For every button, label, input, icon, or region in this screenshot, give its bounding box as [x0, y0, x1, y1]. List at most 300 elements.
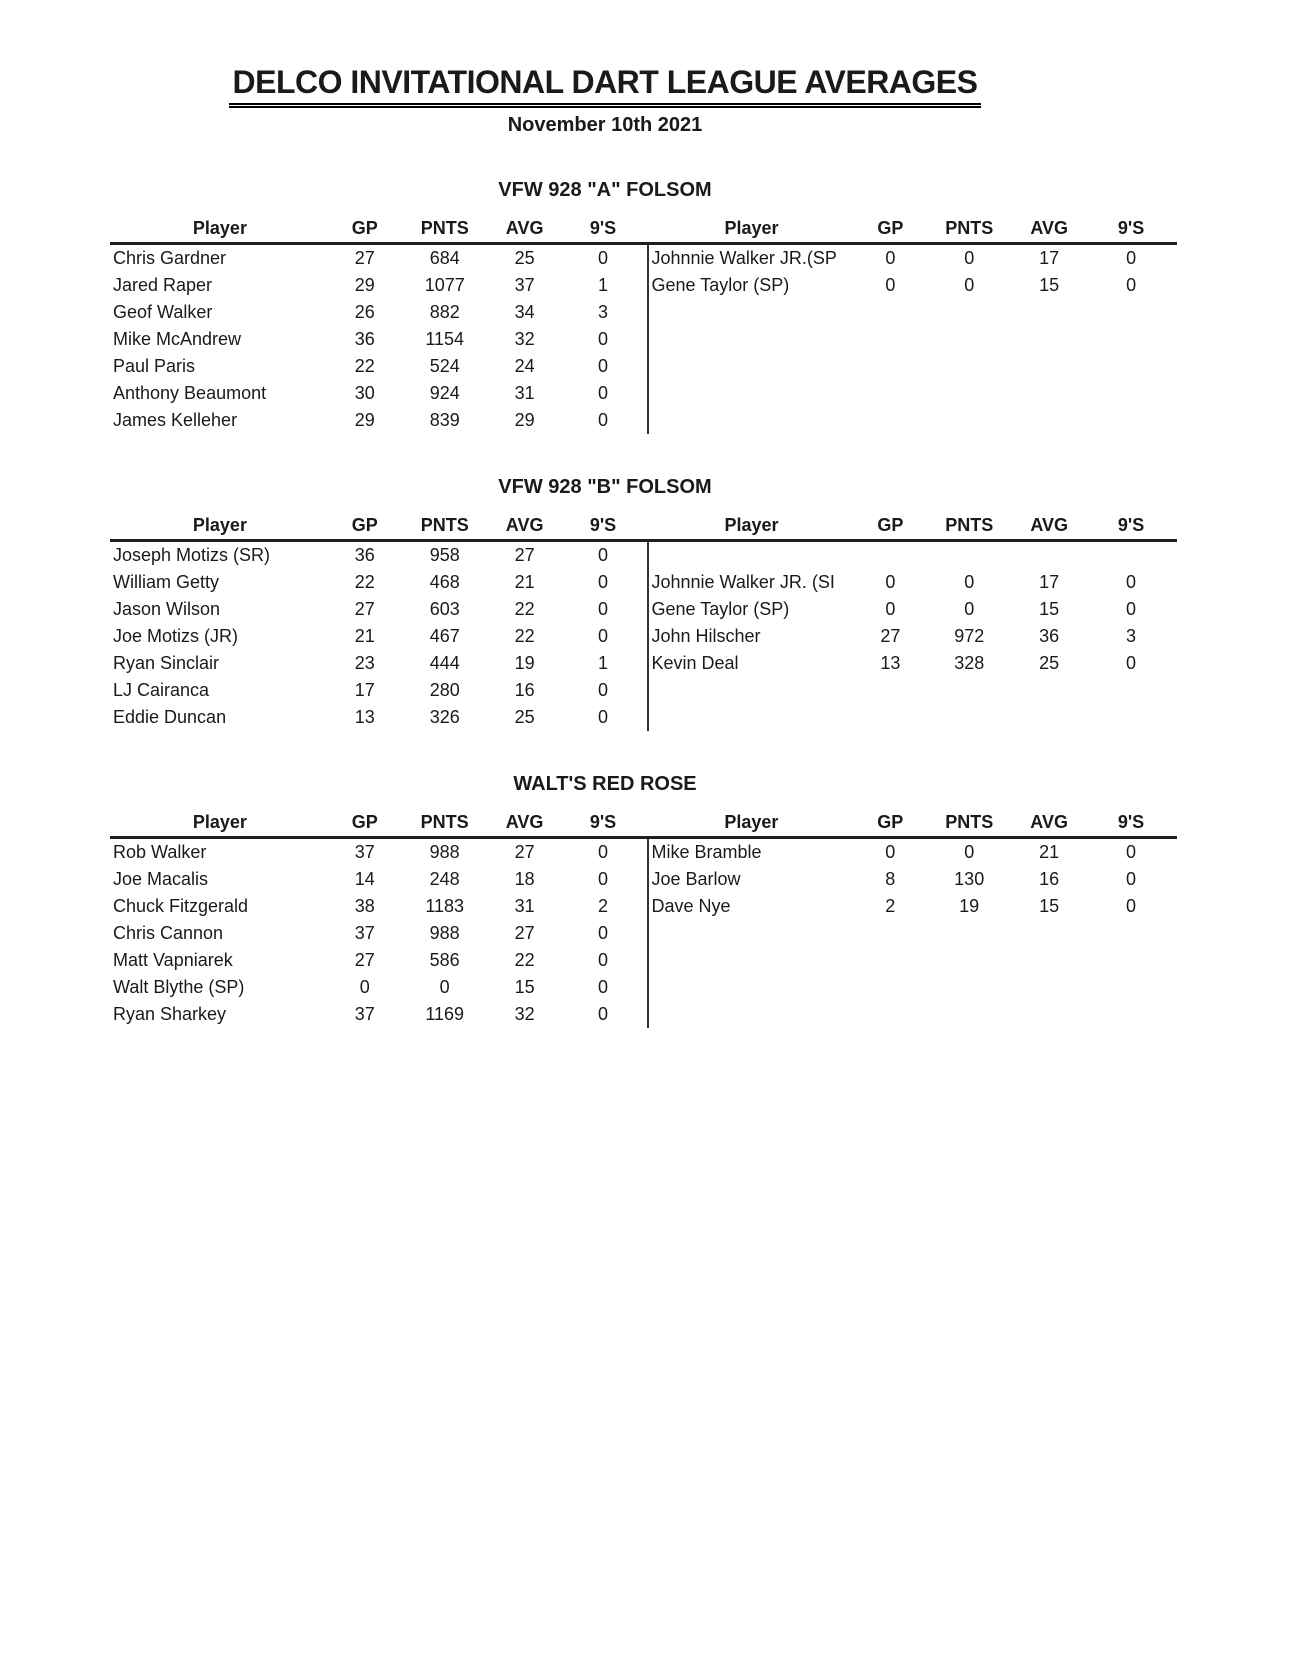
player-cell: John Hilscher [648, 623, 856, 650]
pnts-cell: 468 [429, 572, 460, 592]
gp-cell: 29 [354, 410, 375, 430]
averages-table-left [110, 214, 647, 434]
gp-cell [855, 380, 925, 407]
table-row [110, 650, 647, 677]
nines-cell [1085, 326, 1177, 353]
avg-cell: 31 [514, 383, 535, 403]
col-header-player: Player [110, 808, 330, 838]
nines-cell: 1 [598, 653, 609, 673]
table-row-empty [648, 326, 1178, 353]
col-header-pnts: PNTS [400, 511, 490, 541]
avg-cell: 15 [1039, 275, 1060, 295]
pnts-cell: 0 [964, 599, 975, 619]
nines-cell [1085, 1001, 1177, 1028]
gp-cell: 37 [354, 842, 375, 862]
pnts-cell: 684 [429, 248, 460, 268]
avg-cell: 15 [514, 977, 535, 997]
nines-cell: 0 [598, 599, 609, 619]
pnts-cell [925, 407, 1013, 434]
table-row [110, 623, 647, 650]
gp-cell: 0 [885, 248, 896, 268]
nines-cell: 0 [598, 977, 609, 997]
gp-cell [855, 541, 925, 570]
gp-cell: 22 [354, 572, 375, 592]
col-header-gp: GP [855, 214, 925, 244]
gp-cell [855, 677, 925, 704]
col-header-pnts: PNTS [925, 511, 1013, 541]
gp-cell: 29 [354, 275, 375, 295]
pnts-cell: 603 [429, 599, 460, 619]
player-cell [648, 299, 856, 326]
player-cell: Eddie Duncan [113, 707, 227, 727]
pnts-cell [925, 326, 1013, 353]
nines-cell: 0 [598, 680, 609, 700]
gp-cell [855, 353, 925, 380]
player-cell: Mike Bramble [648, 838, 856, 867]
table-row-empty [648, 947, 1178, 974]
col-header-gp: GP [855, 511, 925, 541]
col-header-player: Player [110, 511, 330, 541]
header-row [110, 808, 647, 838]
pnts-cell: 1169 [425, 1004, 465, 1024]
player-cell: Ryan Sharkey [113, 1004, 227, 1024]
section-title-block [110, 773, 1100, 796]
player-cell: Geof Walker [113, 302, 213, 322]
table-row [110, 1001, 647, 1028]
table-row [110, 353, 647, 380]
gp-cell: 2 [885, 896, 896, 916]
gp-cell [855, 704, 925, 731]
nines-cell: 0 [1126, 842, 1137, 862]
pnts-cell: 0 [439, 977, 450, 997]
table-row [648, 650, 1178, 677]
pnts-cell: 130 [954, 869, 985, 889]
table-row [110, 569, 647, 596]
pnts-cell [925, 380, 1013, 407]
player-cell: Walt Blythe (SP) [113, 977, 245, 997]
table-row-empty [648, 407, 1178, 434]
pnts-cell: 839 [429, 410, 460, 430]
player-cell: Joseph Motizs (SR) [113, 545, 271, 565]
nines-cell: 0 [598, 1004, 609, 1024]
gp-cell: 17 [354, 680, 375, 700]
pnts-cell [925, 677, 1013, 704]
nines-cell: 0 [598, 356, 609, 376]
nines-cell: 0 [598, 248, 609, 268]
player-cell [648, 541, 856, 570]
player-cell [648, 380, 856, 407]
gp-cell [855, 920, 925, 947]
pnts-cell: 988 [429, 842, 460, 862]
nines-cell: 1 [598, 275, 609, 295]
gp-cell [855, 1001, 925, 1028]
avg-cell [1013, 677, 1085, 704]
player-cell: William Getty [113, 572, 220, 592]
player-cell [648, 677, 856, 704]
pnts-cell [925, 947, 1013, 974]
avg-cell: 16 [1039, 869, 1060, 889]
player-cell [648, 974, 856, 1001]
col-header-pnts: PNTS [925, 214, 1013, 244]
gp-cell: 36 [354, 545, 375, 565]
pnts-cell: 0 [964, 572, 975, 592]
pnts-cell: 248 [429, 869, 460, 889]
player-cell [648, 353, 856, 380]
nines-cell: 0 [598, 842, 609, 862]
player-cell: Anthony Beaumont [113, 383, 267, 403]
col-header-pnts: PNTS [925, 808, 1013, 838]
averages-table-left [110, 511, 647, 731]
page-title: DELCO INVITATIONAL DART LEAGUE AVERAGES [229, 64, 982, 108]
header-row [110, 214, 647, 244]
section-tables [110, 511, 1177, 731]
nines-cell: 0 [1126, 572, 1137, 592]
player-cell: Paul Paris [113, 356, 196, 376]
player-cell: Gene Taylor (SP) [648, 272, 856, 299]
player-cell [648, 326, 856, 353]
nines-cell: 0 [598, 707, 609, 727]
table-row [648, 893, 1178, 920]
avg-cell: 31 [514, 896, 535, 916]
avg-cell [1013, 407, 1085, 434]
league-section [110, 179, 1296, 434]
header-row [648, 808, 1178, 838]
header-row [648, 214, 1178, 244]
player-cell: Matt Vapniarek [113, 950, 233, 970]
col-header-gp: GP [330, 214, 400, 244]
gp-cell: 23 [354, 653, 375, 673]
col-header-player: Player [648, 214, 856, 244]
nines-cell: 2 [598, 896, 609, 916]
nines-cell [1085, 353, 1177, 380]
gp-cell [855, 947, 925, 974]
nines-cell [1085, 380, 1177, 407]
nines-cell: 0 [598, 950, 609, 970]
gp-cell: 27 [354, 248, 375, 268]
table-row-empty [648, 1001, 1178, 1028]
pnts-cell: 467 [429, 626, 460, 646]
player-cell: Johnnie Walker JR.(SP [648, 244, 856, 273]
table-row [648, 272, 1178, 299]
col-header-gp: GP [330, 511, 400, 541]
nines-cell: 0 [598, 329, 609, 349]
col-header-player: Player [648, 808, 856, 838]
table-row [648, 244, 1178, 273]
col-header-avg: AVG [1013, 511, 1085, 541]
pnts-cell: 972 [954, 626, 985, 646]
section-title: WALT'S RED ROSE [513, 773, 697, 795]
avg-cell: 18 [514, 869, 535, 889]
player-cell [648, 947, 856, 974]
nines-cell [1085, 974, 1177, 1001]
nines-cell: 0 [1126, 248, 1137, 268]
player-cell: LJ Cairanca [113, 680, 210, 700]
col-header-pnts: PNTS [400, 214, 490, 244]
table-row-empty [648, 974, 1178, 1001]
header-row [648, 511, 1178, 541]
pnts-cell [925, 299, 1013, 326]
table-row-empty [648, 920, 1178, 947]
table-row [110, 866, 647, 893]
avg-cell [1013, 704, 1085, 731]
col-header-avg: AVG [490, 214, 560, 244]
avg-cell: 19 [514, 653, 535, 673]
gp-cell: 0 [885, 842, 896, 862]
pnts-cell: 19 [959, 896, 980, 916]
pnts-cell: 444 [429, 653, 460, 673]
gp-cell: 0 [885, 599, 896, 619]
nines-cell: 0 [598, 572, 609, 592]
nines-cell [1085, 920, 1177, 947]
table-row-empty [648, 353, 1178, 380]
gp-cell: 0 [359, 977, 370, 997]
avg-cell: 32 [514, 329, 535, 349]
gp-cell [855, 326, 925, 353]
table-row [648, 596, 1178, 623]
pnts-cell: 0 [964, 842, 975, 862]
player-cell: Chuck Fitzgerald [113, 896, 249, 916]
gp-cell: 27 [354, 950, 375, 970]
col-header-nines: 9'S [560, 511, 647, 541]
avg-cell: 32 [514, 1004, 535, 1024]
table-row [110, 920, 647, 947]
nines-cell [1085, 947, 1177, 974]
avg-cell: 25 [1039, 653, 1060, 673]
pnts-cell: 0 [964, 248, 975, 268]
pnts-cell [925, 1001, 1013, 1028]
section-title-block [110, 179, 1100, 202]
table-row [648, 866, 1178, 893]
player-cell: Ryan Sinclair [113, 653, 220, 673]
nines-cell: 0 [1126, 869, 1137, 889]
avg-cell: 29 [514, 410, 535, 430]
nines-cell [1085, 704, 1177, 731]
nines-cell: 0 [1126, 653, 1137, 673]
col-header-nines: 9'S [560, 214, 647, 244]
col-header-nines: 9'S [1085, 214, 1177, 244]
pnts-cell: 1154 [425, 329, 465, 349]
avg-cell: 22 [514, 950, 535, 970]
col-header-player: Player [648, 511, 856, 541]
avg-cell: 27 [514, 923, 535, 943]
gp-cell: 27 [880, 626, 901, 646]
gp-cell: 37 [354, 923, 375, 943]
table-row-empty [648, 380, 1178, 407]
section-tables [110, 214, 1177, 434]
gp-cell: 14 [354, 869, 375, 889]
gp-cell: 8 [885, 869, 896, 889]
avg-cell [1013, 541, 1085, 570]
player-cell: Chris Cannon [113, 923, 224, 943]
nines-cell [1085, 407, 1177, 434]
col-header-avg: AVG [490, 808, 560, 838]
section-tables [110, 808, 1177, 1028]
table-row [648, 838, 1178, 867]
col-header-nines: 9'S [1085, 511, 1177, 541]
table-row [110, 677, 647, 704]
avg-cell [1013, 380, 1085, 407]
table-row [110, 704, 647, 731]
gp-cell: 37 [354, 1004, 375, 1024]
nines-cell [1085, 299, 1177, 326]
avg-cell: 25 [514, 248, 535, 268]
gp-cell: 13 [880, 653, 901, 673]
section-title: VFW 928 "A" FOLSOM [498, 179, 712, 201]
player-cell [648, 704, 856, 731]
player-cell: Joe Macalis [113, 869, 209, 889]
table-row [110, 974, 647, 1001]
nines-cell: 3 [1126, 626, 1137, 646]
player-cell: Joe Barlow [648, 866, 856, 893]
pnts-cell: 326 [429, 707, 460, 727]
table-row [110, 541, 647, 570]
sections-container [110, 179, 1296, 1028]
gp-cell: 27 [354, 599, 375, 619]
player-cell [648, 1001, 856, 1028]
table-row-empty [648, 299, 1178, 326]
table-row [110, 407, 647, 434]
player-cell: James Kelleher [113, 410, 238, 430]
pnts-cell: 328 [954, 653, 985, 673]
pnts-cell [925, 920, 1013, 947]
averages-table-right [647, 214, 1178, 434]
averages-table-right [647, 808, 1178, 1028]
nines-cell: 0 [598, 923, 609, 943]
table-row [110, 596, 647, 623]
title-block [110, 64, 1100, 137]
pnts-cell [925, 353, 1013, 380]
gp-cell: 36 [354, 329, 375, 349]
avg-cell: 16 [514, 680, 535, 700]
pnts-cell: 1183 [425, 896, 465, 916]
avg-cell: 17 [1039, 572, 1060, 592]
player-cell: Jared Raper [113, 275, 213, 295]
avg-cell: 21 [514, 572, 535, 592]
avg-cell [1013, 1001, 1085, 1028]
nines-cell: 0 [598, 869, 609, 889]
table-row [648, 569, 1178, 596]
table-row [110, 380, 647, 407]
nines-cell: 0 [598, 383, 609, 403]
player-cell: Johnnie Walker JR. (SI [648, 569, 856, 596]
avg-cell: 17 [1039, 248, 1060, 268]
table-row [110, 272, 647, 299]
nines-cell: 0 [1126, 896, 1137, 916]
pnts-cell [925, 541, 1013, 570]
table-row [110, 299, 647, 326]
avg-cell: 27 [514, 545, 535, 565]
player-cell: Joe Motizs (JR) [113, 626, 239, 646]
gp-cell: 0 [885, 275, 896, 295]
nines-cell: 0 [598, 626, 609, 646]
player-cell [648, 407, 856, 434]
avg-cell: 21 [1039, 842, 1060, 862]
table-row [648, 623, 1178, 650]
pnts-cell: 1077 [424, 275, 465, 295]
averages-table-left [110, 808, 647, 1028]
avg-cell: 22 [514, 599, 535, 619]
avg-cell [1013, 947, 1085, 974]
player-cell: Mike McAndrew [113, 329, 242, 349]
gp-cell [855, 974, 925, 1001]
avg-cell: 27 [514, 842, 535, 862]
page-subtitle: November 10th 2021 [507, 114, 703, 136]
gp-cell: 22 [354, 356, 375, 376]
avg-cell [1013, 353, 1085, 380]
col-header-avg: AVG [1013, 808, 1085, 838]
avg-cell: 22 [514, 626, 535, 646]
pnts-cell: 924 [429, 383, 460, 403]
table-row [110, 947, 647, 974]
table-row [110, 326, 647, 353]
gp-cell: 13 [354, 707, 375, 727]
league-section [110, 773, 1296, 1028]
gp-cell: 30 [354, 383, 375, 403]
table-row [110, 244, 647, 273]
pnts-cell: 0 [964, 275, 975, 295]
avg-cell: 36 [1039, 626, 1060, 646]
nines-cell: 0 [598, 410, 609, 430]
gp-cell [855, 299, 925, 326]
col-header-avg: AVG [490, 511, 560, 541]
avg-cell: 25 [514, 707, 535, 727]
nines-cell [1085, 677, 1177, 704]
avg-cell: 15 [1039, 896, 1060, 916]
nines-cell: 0 [1126, 599, 1137, 619]
player-cell: Jason Wilson [113, 599, 221, 619]
avg-cell [1013, 920, 1085, 947]
pnts-cell: 524 [429, 356, 460, 376]
pnts-cell: 280 [429, 680, 460, 700]
pnts-cell [925, 974, 1013, 1001]
gp-cell: 26 [354, 302, 375, 322]
col-header-avg: AVG [1013, 214, 1085, 244]
player-cell [648, 920, 856, 947]
table-row-empty [648, 704, 1178, 731]
nines-cell: 3 [598, 302, 609, 322]
nines-cell: 0 [598, 545, 609, 565]
pnts-cell: 882 [429, 302, 460, 322]
avg-cell [1013, 974, 1085, 1001]
gp-cell: 21 [354, 626, 375, 646]
avg-cell [1013, 326, 1085, 353]
col-header-nines: 9'S [560, 808, 647, 838]
averages-table-right [647, 511, 1178, 731]
nines-cell: 0 [1126, 275, 1137, 295]
section-title: VFW 928 "B" FOLSOM [498, 476, 712, 498]
avg-cell [1013, 299, 1085, 326]
player-cell: Chris Gardner [113, 248, 227, 268]
gp-cell: 38 [354, 896, 375, 916]
pnts-cell: 958 [429, 545, 460, 565]
avg-cell: 34 [514, 302, 535, 322]
pnts-cell: 988 [429, 923, 460, 943]
pnts-cell: 586 [429, 950, 460, 970]
col-header-nines: 9'S [1085, 808, 1177, 838]
section-title-block [110, 476, 1100, 499]
league-section [110, 476, 1296, 731]
player-cell: Gene Taylor (SP) [648, 596, 856, 623]
table-row-empty [648, 677, 1178, 704]
gp-cell [855, 407, 925, 434]
col-header-gp: GP [330, 808, 400, 838]
header-row [110, 511, 647, 541]
player-cell: Rob Walker [113, 842, 207, 862]
col-header-player: Player [110, 214, 330, 244]
table-row [110, 893, 647, 920]
col-header-gp: GP [855, 808, 925, 838]
avg-cell: 37 [514, 275, 535, 295]
